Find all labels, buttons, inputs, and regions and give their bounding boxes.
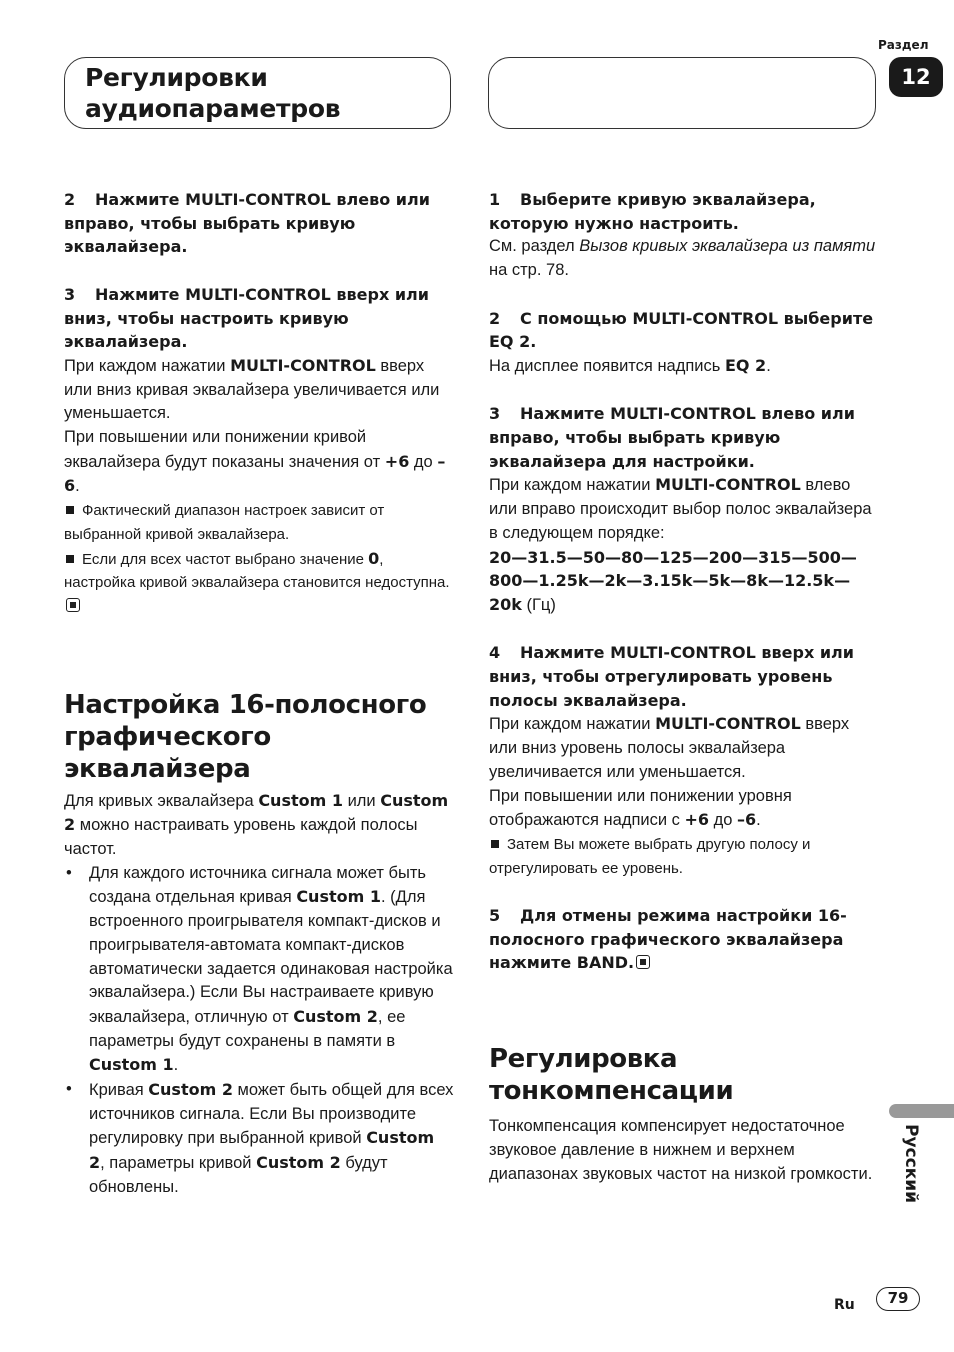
step-number: 3 — [489, 404, 501, 424]
language-tab-bar — [889, 1104, 954, 1118]
note-zero: Если для всех частот выбрано значение 0, настройка кривой эквалайзера становится недоступна. — [64, 547, 454, 619]
step-text: Нажмите MULTI-CONTROL влево или вправо, чтобы выбрать кривую эквалайзера для настройки. — [489, 404, 855, 471]
left-column — [64, 188, 454, 1200]
bullet-custom1: • Для каждого источника сигнала может быть создана отдельная кривая Custom 1. (Для встроенного проигрывателя компакт-дисков и проигрывателя-автомата компакт-дисков автоматически задается одинаковая настройка эквалайзера.) Если Вы настраиваете кривую эквалайзера, отличную от Custom 2, ее параметры будут сохранены в памяти в Custom 1. — [64, 862, 454, 1078]
step-number: 4 — [489, 643, 501, 663]
step-3-paragraph-1: При каждом нажатии MULTI-CONTROL вверх или вниз кривая эквалайзера увеличивается или уменьшается. — [64, 355, 440, 423]
section-label: Раздел — [878, 38, 929, 52]
band-sequence-line2: 800—1.25k—2k—3.15k—5k—8k—12.5k— — [489, 571, 851, 591]
note-other-band: Затем Вы можете выбрать другую полосу и отрегулировать ее уровень. — [489, 835, 811, 877]
band-sequence-line3: 20k (Гц) — [489, 594, 556, 614]
right-column — [489, 188, 879, 1186]
step-2-paragraph: На дисплее появится надпись EQ 2. — [489, 355, 771, 375]
note-range: Фактический диапазон настроек зависит от выбранной кривой эквалайзера. — [64, 502, 385, 543]
chapter-title-line1: Регулировки — [85, 63, 268, 92]
end-mark-icon — [636, 955, 650, 969]
chapter-title-box — [64, 57, 451, 129]
step-number: 2 — [489, 308, 501, 328]
step-number: 2 — [64, 190, 76, 209]
end-mark-icon — [66, 598, 80, 612]
eq16-intro: Для кривых эквалайзера Custom 1 или Custom 2 можно настраивать уровень каждой полосы частот. — [64, 790, 449, 859]
language-tab-label: Русский — [901, 1124, 921, 1204]
loudness-paragraph: Тонкомпенсация компенсирует недостаточное звуковое давление в нижнем и верхнем диапазонах звуковых частот на низкой громкости. — [489, 1117, 873, 1183]
bullet-custom2: • Кривая Custom 2 может быть общей для всех источников сигнала. Если Вы производите регулировку при выбранной кривой Custom 2, параметры кривой Custom 2 будут обновлены. — [64, 1078, 454, 1200]
step-3-paragraph-2: При повышении или понижении кривой эквалайзера будут показаны значения от +6 до –6. — [64, 428, 446, 496]
step-2-heading — [64, 188, 454, 259]
step-3-heading — [489, 402, 879, 473]
step-4-paragraph-1: При каждом нажатии MULTI-CONTROL вверх или вниз уровень полосы эквалайзера увеличивается или уменьшается. — [489, 714, 850, 781]
footer-language-code: Ru — [834, 1297, 855, 1313]
step-text: Нажмите MULTI-CONTROL вверх или вниз, чтобы отрегулировать уровень полосы эквалайзера. — [489, 643, 854, 710]
step-text: С помощью MULTI-CONTROL выберите EQ 2. — [489, 308, 874, 352]
step-4-paragraph-2: При повышении или понижении уровня отображаются надписи с +6 до –6. — [489, 786, 792, 830]
step-3-paragraph: При каждом нажатии MULTI-CONTROL влево или вправо происходит выбор полос эквалайзера в следующем порядке: — [489, 475, 872, 542]
step-1-heading — [489, 188, 879, 235]
band-sequence-line1: 20—31.5—50—80—125—200—315—500— — [489, 547, 857, 567]
step-number: 5 — [489, 906, 501, 926]
step-number: 3 — [64, 284, 76, 304]
section-heading-eq16: Настройка 16-полосного графического эквалайзера — [64, 689, 427, 784]
step-text: Выберите кривую эквалайзера, которую нужно настроить. — [489, 190, 816, 233]
section-number-badge: 12 — [889, 57, 943, 97]
chapter-title-line2: аудиопараметров — [85, 94, 341, 123]
step-5-heading — [489, 904, 879, 975]
step-number: 1 — [489, 190, 501, 209]
step-text: Нажмите MULTI-CONTROL вверх или вниз, чтобы настроить кривую эквалайзера. — [64, 284, 429, 352]
note-square-icon — [491, 840, 499, 848]
note-square-icon — [66, 555, 74, 563]
section-heading-loudness: Регулировка тонкомпенсации — [489, 1044, 734, 1107]
step-2-heading — [489, 307, 879, 354]
empty-header-box — [488, 57, 876, 129]
step-3-heading — [64, 283, 454, 354]
step-1-paragraph: См. раздел Вызов кривых эквалайзера из памяти на стр. 78. — [489, 237, 876, 280]
page-number: 79 — [876, 1287, 920, 1311]
step-text: Нажмите MULTI-CONTROL влево или вправо, чтобы выбрать кривую эквалайзера. — [64, 190, 430, 257]
step-4-heading — [489, 641, 879, 712]
note-square-icon — [66, 506, 74, 514]
step-text: Для отмены режима настройки 16-полосного графического эквалайзера нажмите BAND. — [489, 906, 847, 973]
